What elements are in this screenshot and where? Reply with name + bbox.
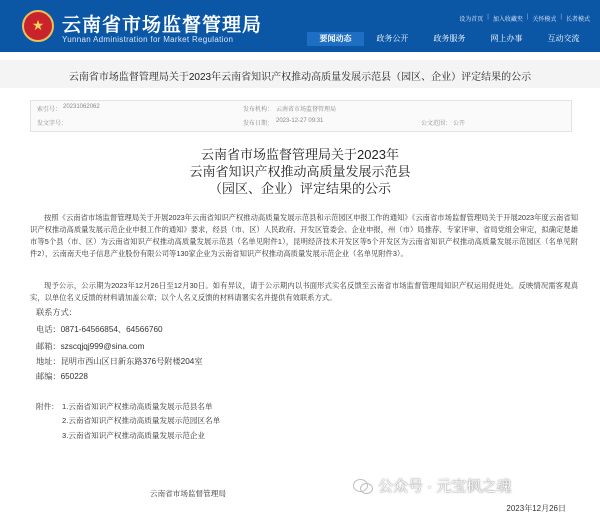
top-link-elder-mode[interactable]: 长者模式: [565, 17, 590, 23]
article-meta: [30, 100, 572, 132]
wechat-watermark: [353, 475, 511, 496]
meta-issuer-value: 云南省市场监督管理局: [276, 107, 337, 113]
signature: 云南省市场监督管理局: [150, 489, 226, 498]
article-title-bar: [0, 60, 600, 88]
nav-gov-open[interactable]: 政务公开: [376, 34, 409, 43]
meta-scope-label: 公文范围：: [421, 121, 452, 127]
wechat-icon: [353, 478, 372, 494]
attachment-link-3[interactable]: 3.云南省知识产权推动高质量发展示范企业: [62, 431, 206, 440]
meta-index-label: 索引号：: [37, 107, 62, 113]
body-paragraph-1: 按照《云南省市场监督管理局关于开展2023年云南省知识产权推动高质量发展示范县和示范园区申报工作的通知》《云南省市场监督管理局关于开展2023年度云南省知识产权推动高质量发展示范企业申报工作的通知》要求，经县（市、区）人民政府、开发区管委会、企业申报，州（市）局推荐、专家评审、省局党组会审定，拟确定楚雄市等5个县（市、区）为云南省知识产权推动高质量发展示范县（名单见附件1），昆明经济技术开发区等5个开发区为云南省知识产权推动高质量发展示范园区（名单见附件2），云南南天电子信息产业股份有限公司等130家企业为云南省知识产权推动高质量发展示范企业（名单见附件3）。: [30, 213, 578, 258]
document-title-line: 云南省知识产权推动高质量发展示范县: [189, 164, 411, 179]
top-link-home[interactable]: 设为首页: [459, 17, 484, 23]
contact-postcode: 邮编：650228: [36, 372, 88, 381]
nav-gov-service[interactable]: 政务服务: [433, 34, 466, 43]
body-paragraph-2: 现予公示，公示期为2023年12月26日至12月30日。如有异议，请于公示期内以书面形式实名反馈至云南省市场监督管理局知识产权运用促进处。反映情况需客观真实，以单位名义反馈的材料请加盖公章；以个人名义反馈的材料请署实名并提供有效联系方式。: [30, 281, 578, 302]
top-links: 设为首页 | 加入收藏夹 | 关怀模式 | 长者模式: [459, 14, 590, 23]
contact-email[interactable]: 邮箱：szscqjqj999@sina.com: [36, 342, 145, 351]
meta-date-label: 发布日期：: [243, 121, 274, 127]
meta-index-value: 20231062062: [63, 104, 100, 110]
emblem-icon: [22, 10, 54, 42]
document-title-line: 云南省市场监督管理局关于2023年: [201, 147, 399, 162]
attachments-label: 附件：: [36, 402, 59, 411]
article-title: 云南省市场监督管理局关于2023年云南省知识产权推动高质量发展示范县（园区、企业）评定结果的公示: [68, 72, 532, 83]
nav-interaction[interactable]: 互动交流: [547, 34, 580, 43]
attachment-link-1[interactable]: 1.云南省知识产权推动高质量发展示范县名单: [62, 402, 213, 411]
contact-address: 地址：昆明市西山区日新东路376号附楼204室: [36, 357, 203, 366]
contact-title: 联系方式：: [36, 308, 77, 317]
sign-date: 2023年12月26日: [506, 504, 566, 513]
nav-news[interactable]: 要闻动态: [307, 32, 364, 46]
meta-docno-label: 发文字号：: [37, 121, 68, 127]
meta-scope-value: 公开: [453, 121, 466, 127]
site-name-en: Yunnan Administration for Market Regulation: [62, 35, 234, 44]
main-nav: [307, 32, 592, 46]
site-header: [0, 0, 600, 52]
contact-phone: 电话：0871-64566854、64566760: [36, 325, 163, 334]
site-name[interactable]: 云南省市场监督管理局: [62, 15, 263, 36]
meta-issuer-label: 发布机构：: [243, 107, 274, 113]
watermark-text: 公众号 · 元宝枫之魂: [378, 478, 512, 495]
nav-online-service[interactable]: 网上办事: [490, 34, 523, 43]
meta-date-value: 2023-12-27 09:31: [276, 118, 324, 124]
attachment-link-2[interactable]: 2.云南省知识产权推动高质量发展示范园区名单: [62, 416, 221, 425]
document-title: [0, 146, 600, 197]
top-link-care-mode[interactable]: 关怀模式: [532, 17, 557, 23]
top-link-favorite[interactable]: 加入收藏夹: [492, 17, 523, 23]
document-title-line: （园区、企业）评定结果的公示: [208, 181, 391, 196]
